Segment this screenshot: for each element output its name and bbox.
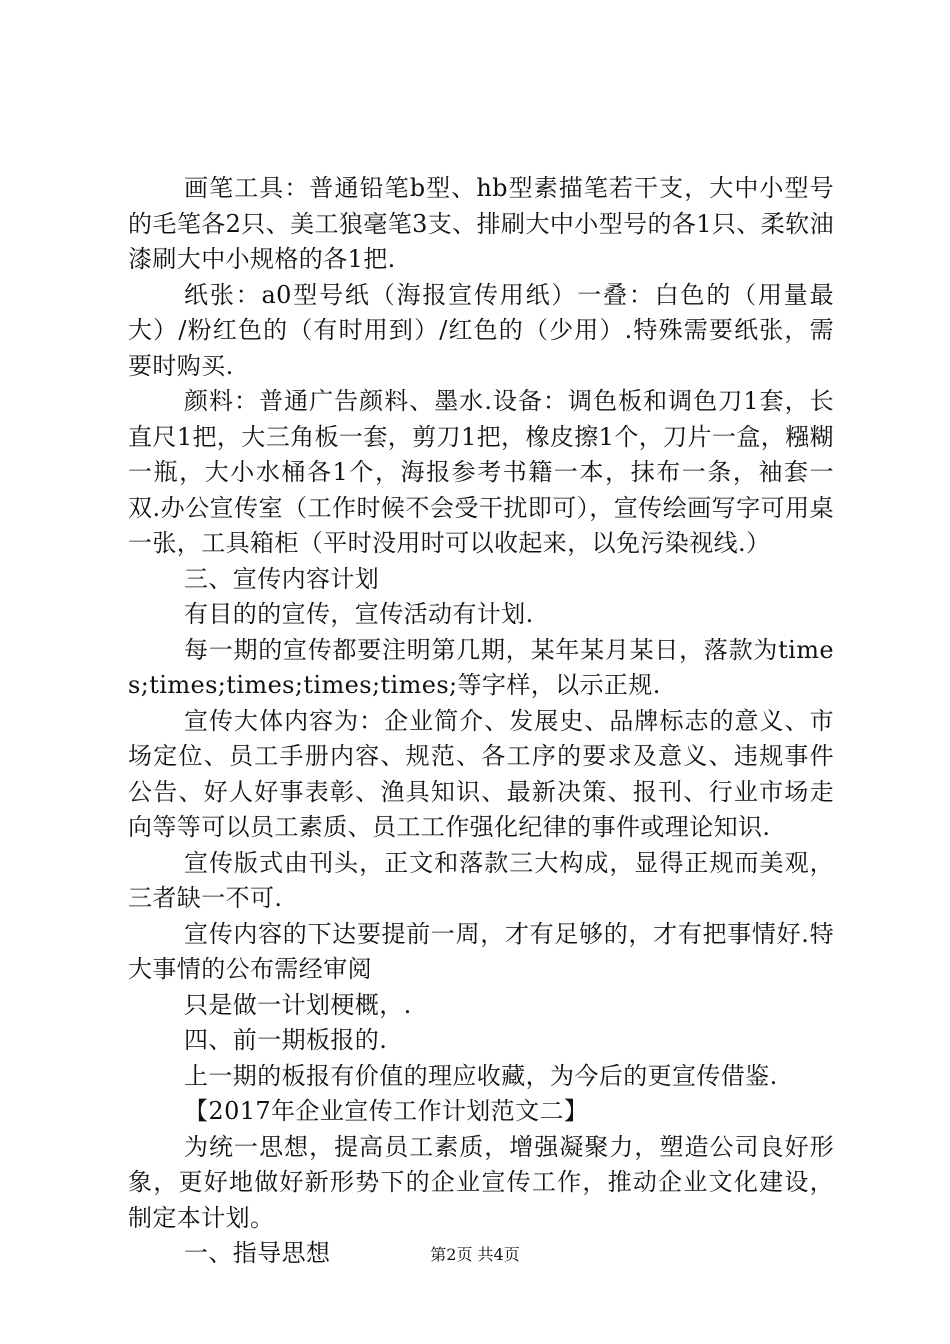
paragraph-archive: 上一期的板报有价值的理应收藏，为今后的更宣传借鉴. [184,1061,778,1090]
document-body [128,171,834,1272]
sample-two-title: 【2017年企业宣传工作计划范文二】 [184,1097,589,1125]
paragraph-purpose: 有目的的宣传，宣传活动有计划. [184,600,534,628]
page-number-footer: 第2页 共4页 [430,1245,520,1264]
section-heading-previous-board: 四、前一期板报的. [184,1026,388,1054]
paragraph-outline: 只是做一计划梗概，. [184,990,412,1019]
section-heading-content-plan: 三、宣传内容计划 [184,564,380,593]
paragraph-content-scope: 宣传大体内容为：企业简介、发展史、品牌标志的意义、市场定位、员工手册内容、规范、各工序的要求及意义、违规事件公告、好人好事表彰、渔具知识、最新决策、报刊、行业市场走向等等可以员工素质、员工工作强化纪律的事件或理论知识. [128,706,834,841]
paragraph-paints-equipment: 颜料：普通广告颜料、墨水.设备：调色板和调色刀1套，长直尺1把，大三角板一套，剪刀1把，橡皮擦1个，刀片一盒，糨糊一瓶，大小水桶各1个，海报参考书籍一本，抹布一条，袖套一双.办公宣传室（工作时候不会受干扰即可），宣传绘画写字可用桌一张，工具箱柜（平时没用时可以收起来，以免污染视线.） [128,387,834,557]
paragraph-sample-two-intro: 为统一思想，提高员工素质，增强凝聚力，塑造公司良好形象，更好地做好新形势下的企业宣传工作，推动企业文化建设，制定本计划。 [128,1132,834,1232]
paragraph-schedule: 宣传内容的下达要提前一周，才有足够的，才有把事情好.特大事情的公布需经审阅 [128,919,834,983]
section-heading-guiding-thought: 一、指导思想 [184,1239,331,1267]
paragraph-issue-marking: 每一期的宣传都要注明第几期，某年某月某日，落款为times;times;times;times;times;等字样，以示正规. [128,635,834,699]
paragraph-paper: 纸张：a0型号纸（海报宣传用纸）一叠：白色的（用量最大）/粉红色的（有时用到）/红色的（少用）.特殊需要纸张，需要时购买. [128,280,834,380]
paragraph-brush-tools: 画笔工具：普通铅笔b型、hb型素描笔若干支，大中小型号的毛笔各2只、美工狼毫笔3支、排刷大中小型号的各1只、柔软油漆刷大中小规格的各1把. [128,174,834,273]
paragraph-layout: 宣传版式由刊头，正文和落款三大构成，显得正规而美观，三者缺一不可. [128,848,834,912]
